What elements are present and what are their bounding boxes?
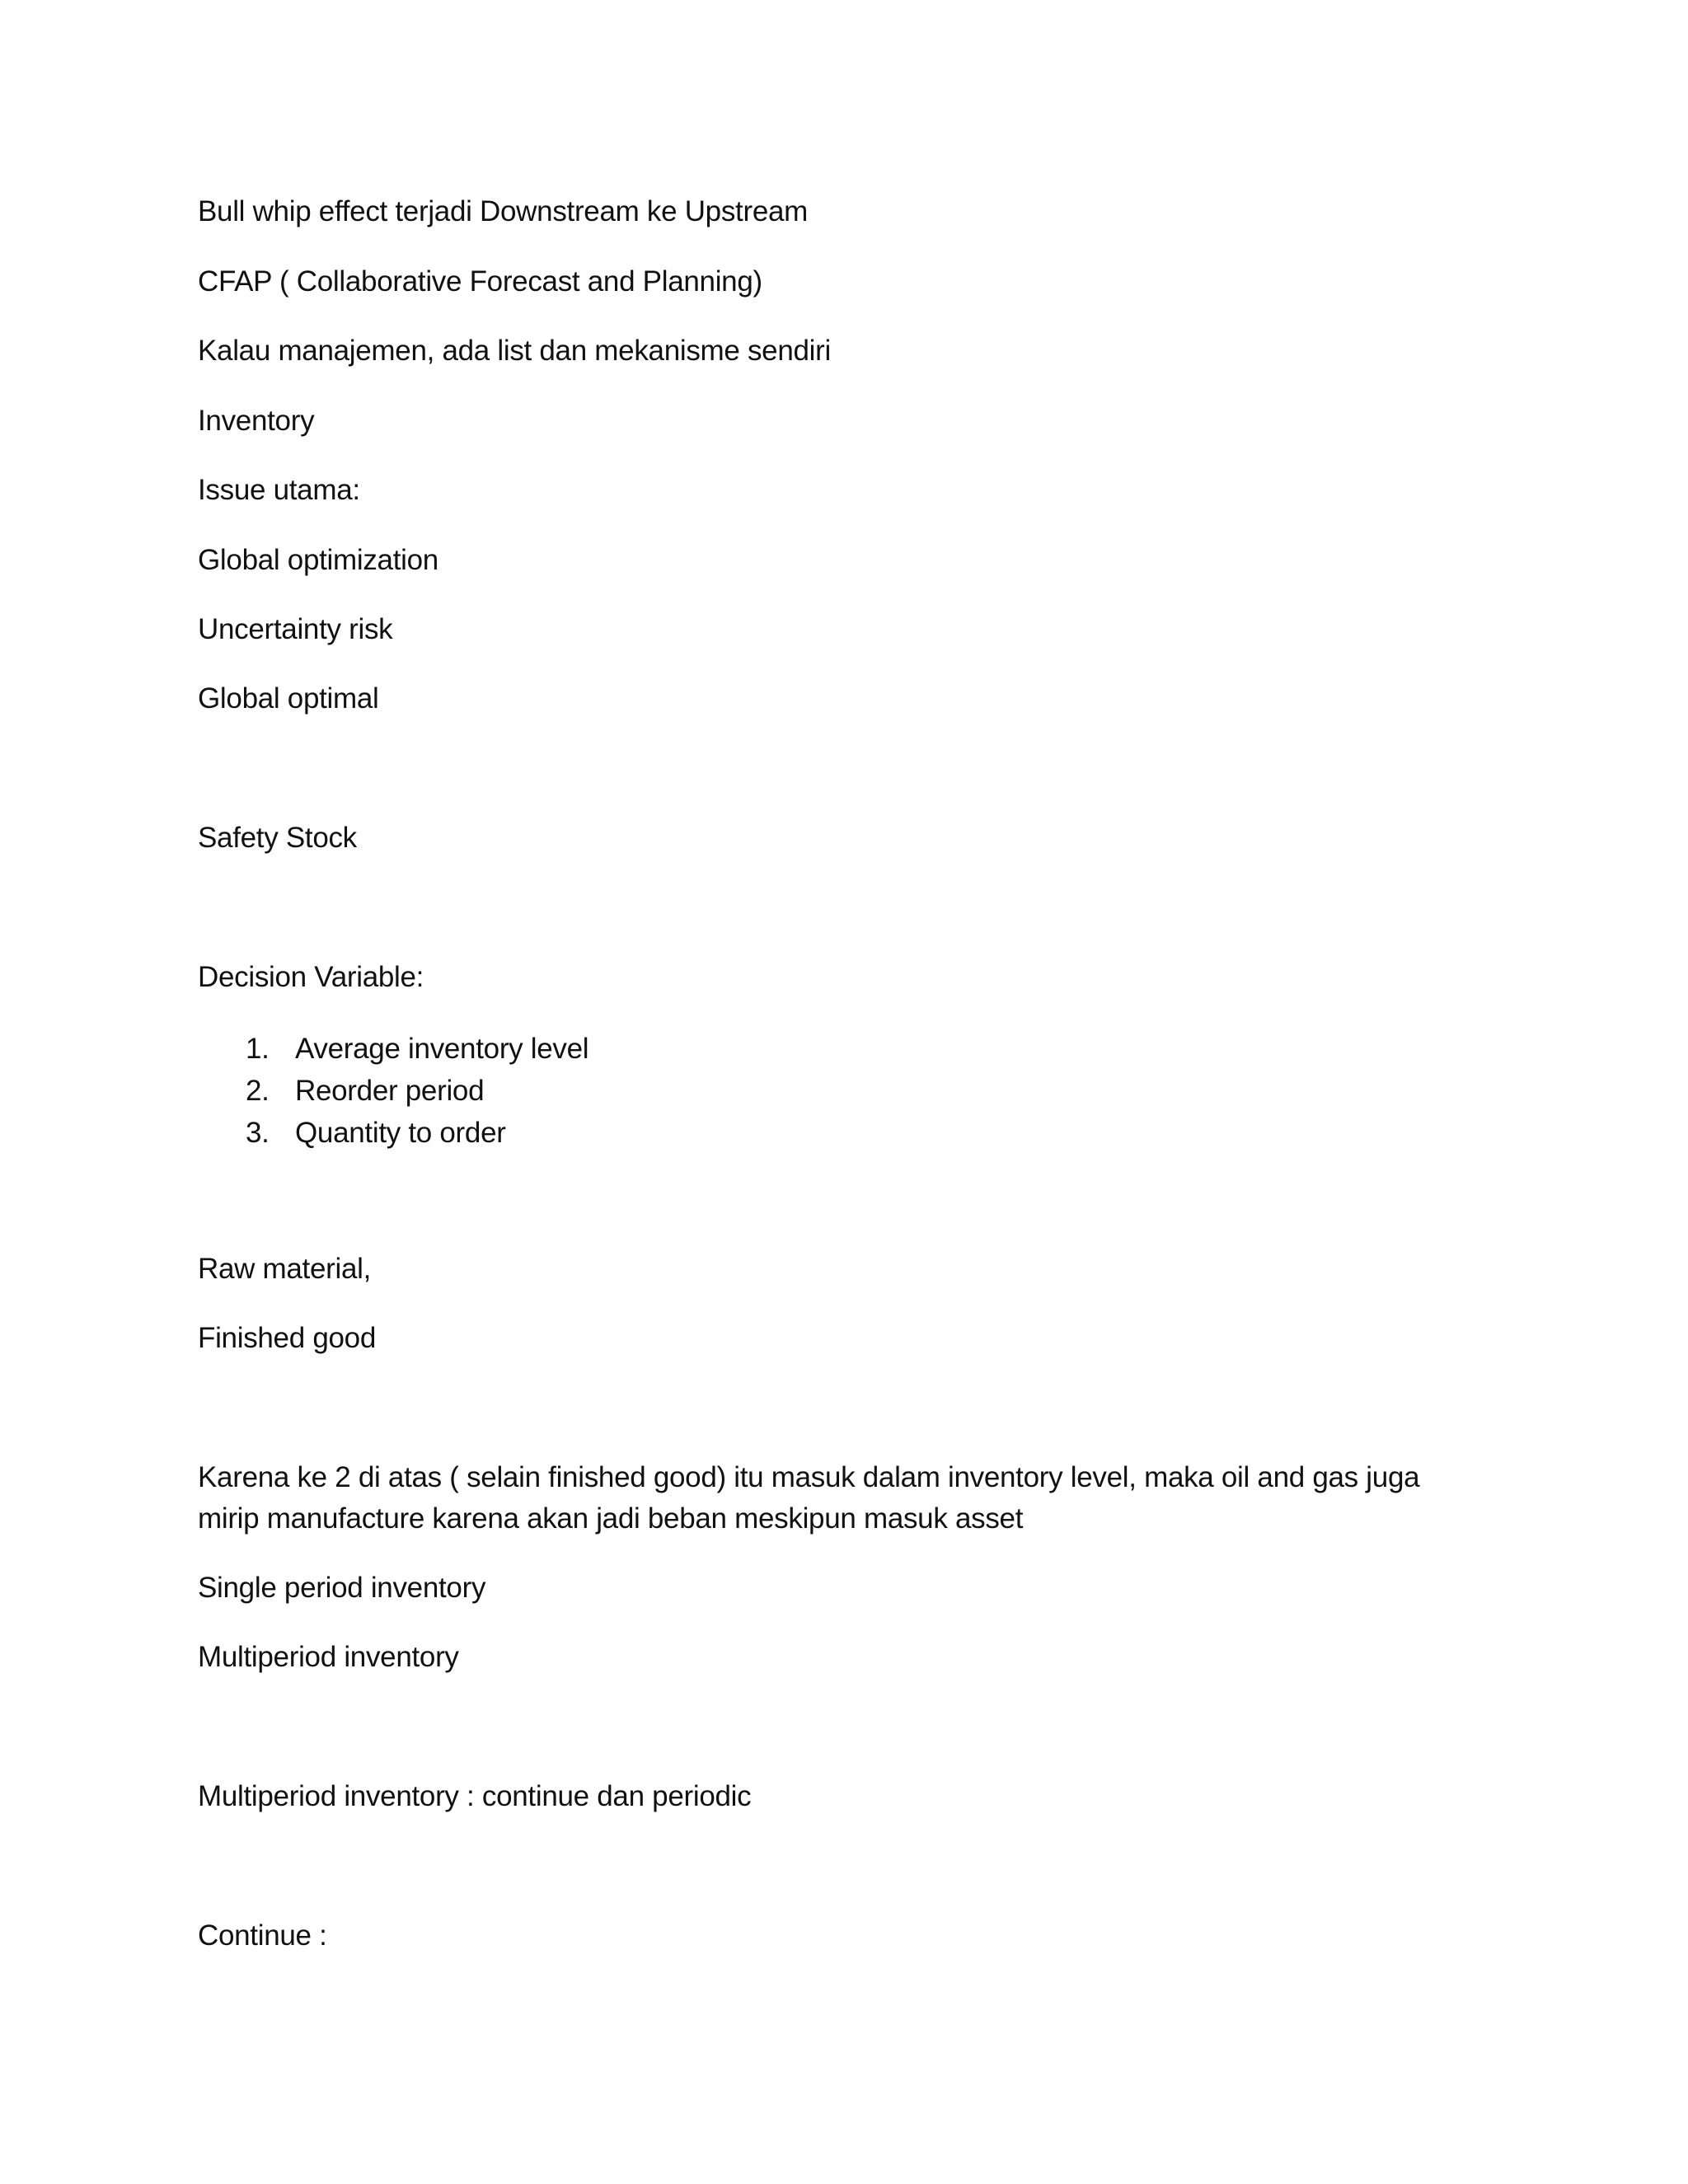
- raw-material-line: Raw material,: [198, 1253, 372, 1285]
- list-number: 3.: [246, 1117, 270, 1149]
- issue-utama-line: Issue utama:: [198, 474, 360, 506]
- multiperiod-types-line: Multiperiod inventory : continue dan periodic: [198, 1780, 752, 1812]
- safety-stock-line: Safety Stock: [198, 822, 357, 854]
- karena-paragraph: Karena ke 2 di atas ( selain finished good) itu masuk dalam inventory level, maka oil and gas juga mirip manufacture karena akan jadi beban meskipun masuk asset: [198, 1461, 1420, 1535]
- finished-good-line: Finished good: [198, 1322, 376, 1354]
- list-text: Quantity to order: [295, 1117, 506, 1149]
- list-text: Reorder period: [295, 1075, 485, 1107]
- multiperiod-line: Multiperiod inventory: [198, 1641, 459, 1673]
- inventory-heading: Inventory: [198, 405, 315, 437]
- list-number: 1.: [246, 1033, 270, 1065]
- uncertainty-risk-line: Uncertainty risk: [198, 613, 393, 645]
- global-optimal-line: Global optimal: [198, 682, 379, 715]
- list-text: Average inventory level: [295, 1033, 589, 1065]
- single-period-line: Single period inventory: [198, 1572, 486, 1604]
- cfap-line: CFAP ( Collaborative Forecast and Planning): [198, 265, 762, 298]
- global-optimization-line: Global optimization: [198, 544, 438, 576]
- continue-line: Continue :: [198, 1919, 327, 1952]
- manajemen-line: Kalau manajemen, ada list dan mekanisme sendiri: [198, 335, 831, 367]
- bullwhip-line: Bull whip effect terjadi Downstream ke Upstream: [198, 195, 809, 227]
- decision-variable-heading: Decision Variable:: [198, 961, 424, 993]
- list-number: 2.: [246, 1075, 270, 1107]
